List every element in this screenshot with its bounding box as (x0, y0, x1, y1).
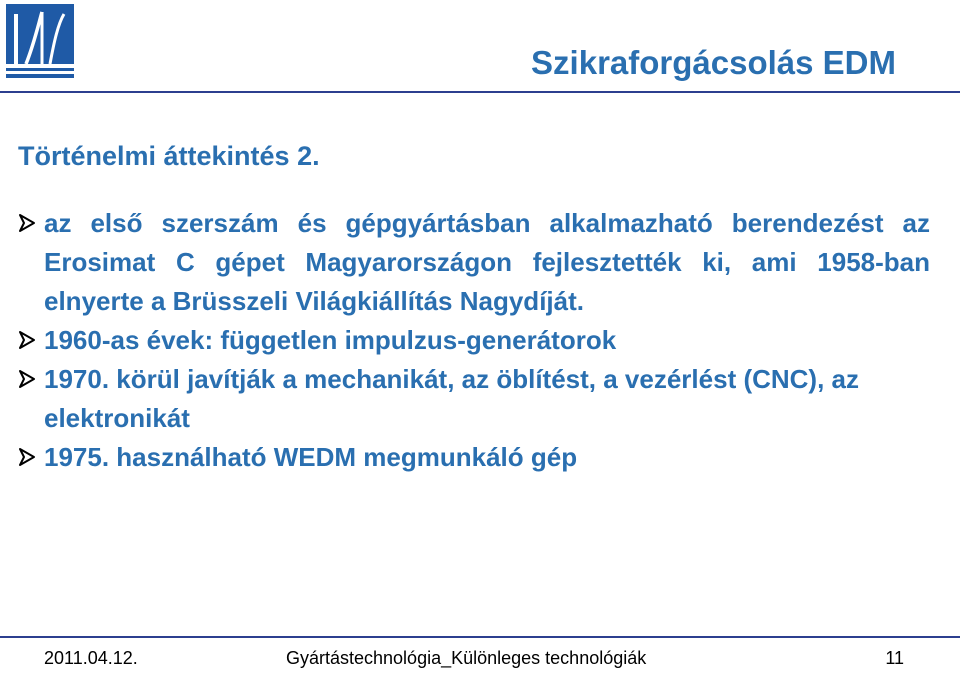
footer-course-title: Gyártástechnológia_Különleges technológiák (286, 648, 647, 668)
bullet-text: 1975. használható WEDM megmunkáló gép (44, 442, 578, 472)
university-logo (6, 4, 74, 78)
bullet-item (18, 204, 930, 321)
header-rule (0, 91, 960, 93)
arrow-bullet-icon (18, 369, 36, 389)
arrow-bullet-icon (18, 447, 36, 467)
footer-rule (0, 636, 960, 638)
bullet-item (18, 438, 930, 477)
arrow-bullet-icon (18, 330, 36, 350)
bullet-text: 1960-as évek: független impulzus-generátorok (44, 325, 617, 355)
arrow-bullet-icon (18, 213, 36, 233)
footer-date: 2011.04.12. (44, 648, 138, 668)
bullet-list (18, 204, 930, 477)
bullet-item (18, 321, 930, 360)
footer-page-number: 11 (885, 648, 904, 668)
bullet-text: az első szerszám és gépgyártásban alkalmazható berendezést az Erosimat C gépet Magyarországon fejlesztették ki, ami 1958-ban elnyerte a Brüsszeli Világkiállítás Nagydíját. (44, 208, 930, 316)
bullet-item (18, 360, 930, 438)
bullet-text: 1970. körül javítják a mechanikát, az öblítést, a vezérlést (CNC), az elektronikát (44, 364, 860, 433)
slide-header-title: Szikraforgácsolás EDM (531, 44, 896, 81)
slide-subtitle: Történelmi áttekintés 2. (18, 141, 320, 171)
